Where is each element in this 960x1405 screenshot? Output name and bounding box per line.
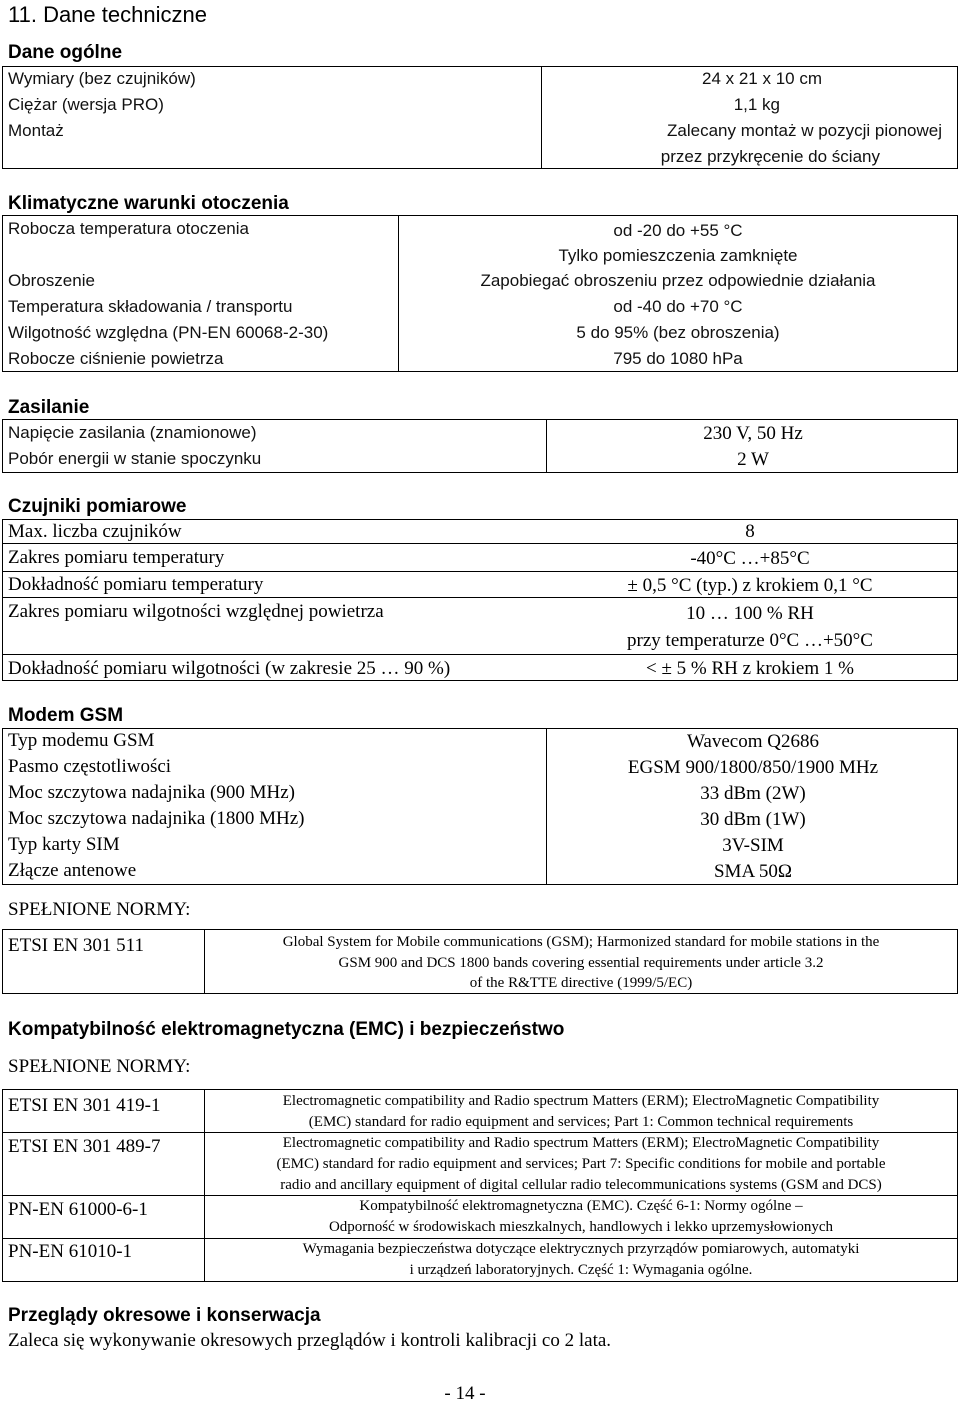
gsm-norms-heading: SPEŁNIONE NORMY:	[8, 899, 191, 920]
power-heading: Zasilanie	[8, 397, 90, 418]
emc-norm-1-desc-line-2: (EMC) standard for radio equipment and services; Part 1: Common technical requirements	[308, 1114, 854, 1130]
page-number: - 14 -	[444, 1383, 486, 1404]
value-sim-type: 3V-SIM	[722, 835, 784, 856]
value-power-1800: 30 dBm (1W)	[700, 809, 806, 830]
value-work-temp: od -20 do +55 °C	[613, 221, 743, 240]
emc-norm-2-desc-line-1: Electromagnetic compatibility and Radio spectrum Matters (ERM); ElectroMagnetic Compatibility	[282, 1135, 880, 1151]
emc-norm-2-desc-line-3: radio and ancillary equipment of digital cellular radio telecommunications systems (GSM and DCS)	[280, 1177, 882, 1193]
maintenance-heading: Przeglądy okresowe i konserwacja	[8, 1305, 321, 1326]
value-temp-accuracy: ± 0,5 °C (typ.) z krokiem 0,1 °C	[627, 575, 873, 596]
value-standby-power: 2 W	[737, 449, 769, 470]
gsm-norm-desc-line-1: Global System for Mobile communications (GSM); Harmonized standard for mobile stations in the	[282, 934, 880, 950]
label-weight: Ciężar (wersja PRO)	[8, 95, 164, 114]
value-humidity: 5 do 95% (bez obroszenia)	[576, 323, 780, 342]
emc-norm-4-code: PN-EN 61010-1	[8, 1241, 133, 1262]
emc-norms-heading: SPEŁNIONE NORMY:	[8, 1056, 191, 1077]
climate-heading: Klimatyczne warunki otoczenia	[8, 193, 289, 214]
value-power-900: 33 dBm (2W)	[700, 783, 806, 804]
emc-norm-3-code: PN-EN 61000-6-1	[8, 1199, 148, 1220]
gsm-norm-code: ETSI EN 301 511	[8, 935, 144, 956]
label-power-900: Moc szczytowa nadajnika (900 MHz)	[8, 782, 296, 803]
value-antenna-connector: SMA 50Ω	[713, 861, 792, 882]
gsm-heading: Modem GSM	[8, 705, 124, 726]
label-humidity: Wilgotność względna (PN-EN 60068-2-30)	[8, 323, 329, 342]
general-heading: Dane ogólne	[8, 42, 123, 63]
label-dimensions: Wymiary (bez czujników)	[8, 69, 196, 88]
value-mounting-2: przez przykręcenie do ściany	[660, 147, 880, 166]
label-storage-temp: Temperatura składowania / transportu	[8, 297, 293, 316]
label-standby-power: Pobór energii w stanie spoczynku	[8, 449, 262, 468]
value-max-sensors: 8	[745, 521, 755, 542]
emc-norm-4-desc-line-1: Wymagania bezpieczeństwa dotyczące elektrycznych przyrządów pomiarowych, automatyki	[302, 1241, 860, 1257]
value-modem-type: Wavecom Q2686	[687, 731, 819, 752]
label-humidity-accuracy: Dokładność pomiaru wilgotności (w zakresie 25 … 90 %)	[8, 658, 451, 679]
label-frequency-band: Pasmo częstotliwości	[8, 756, 172, 777]
emc-norm-2-desc-line-2: (EMC) standard for radio equipment and services; Part 7: Specific conditions for mobile and portable	[276, 1156, 886, 1172]
label-pressure: Robocze ciśnienie powietrza	[8, 349, 224, 368]
sensors-heading: Czujniki pomiarowe	[8, 496, 187, 517]
gsm-norm-desc-line-2: GSM 900 and DCS 1800 bands covering essential requirements under article 3.2	[338, 955, 824, 971]
label-temp-range: Zakres pomiaru temperatury	[8, 547, 225, 568]
value-closed-rooms: Tylko pomieszczenia zamknięte	[558, 246, 798, 265]
value-dimensions: 24 x 21 x 10 cm	[701, 69, 822, 88]
label-power-1800: Moc szczytowa nadajnika (1800 MHz)	[8, 808, 305, 829]
maintenance-text: Zaleca się wykonywanie okresowych przeglądów i kontroli kalibracji co 2 lata.	[8, 1330, 612, 1351]
emc-norm-4-desc-line-2: i urządzeń laboratoryjnych. Część 1: Wymagania ogólne.	[409, 1262, 753, 1278]
page-title: 11. Dane techniczne	[8, 2, 207, 27]
value-pressure: 795 do 1080 hPa	[613, 349, 743, 368]
label-voltage: Napięcie zasilania (znamionowe)	[8, 423, 257, 442]
label-humidity-range: Zakres pomiaru wilgotności względnej powietrza	[8, 601, 384, 622]
label-temp-accuracy: Dokładność pomiaru temperatury	[8, 574, 264, 595]
label-condensation: Obroszenie	[8, 271, 95, 290]
value-voltage: 230 V, 50 Hz	[703, 423, 803, 444]
value-humidity-range-note: przy temperaturze 0°C …+50°C	[627, 630, 873, 651]
value-humidity-range: 10 … 100 % RH	[686, 603, 814, 624]
label-work-temp: Robocza temperatura otoczenia	[8, 219, 249, 238]
value-mounting-1: Zalecany montaż w pozycji pionowej	[667, 121, 942, 140]
emc-heading: Kompatybilność elektromagnetyczna (EMC) i bezpieczeństwo	[8, 1019, 565, 1040]
label-max-sensors: Max. liczba czujników	[8, 521, 182, 542]
gsm-norm-desc-line-3: of the R&TTE directive (1999/5/EC)	[469, 975, 693, 991]
label-antenna-connector: Złącze antenowe	[8, 860, 137, 881]
value-temp-range: -40°C …+85°C	[690, 548, 810, 569]
emc-norm-3-desc-line-1: Kompatybilność elektromagnetyczna (EMC). Część 6-1: Normy ogólne –	[359, 1198, 803, 1214]
emc-norm-1-code: ETSI EN 301 419-1	[8, 1095, 161, 1116]
value-weight: 1,1 kg	[733, 95, 780, 114]
value-humidity-accuracy: < ± 5 % RH z krokiem 1 %	[646, 658, 854, 679]
emc-norm-2-code: ETSI EN 301 489-7	[8, 1136, 161, 1157]
value-frequency-band: EGSM 900/1800/850/1900 MHz	[627, 757, 879, 778]
label-modem-type: Typ modemu GSM	[8, 730, 155, 751]
label-mounting: Montaż	[8, 121, 64, 140]
emc-norm-1-desc-line-1: Electromagnetic compatibility and Radio spectrum Matters (ERM); ElectroMagnetic Compatibility	[282, 1093, 880, 1109]
value-storage-temp: od -40 do +70 °C	[613, 297, 743, 316]
value-condensation: Zapobiegać obroszeniu przez odpowiednie działania	[480, 271, 876, 290]
emc-norm-3-desc-line-2: Odporność w środowiskach mieszkalnych, handlowych i lekko uprzemysłowionych	[328, 1219, 834, 1235]
label-sim-type: Typ karty SIM	[8, 834, 120, 855]
